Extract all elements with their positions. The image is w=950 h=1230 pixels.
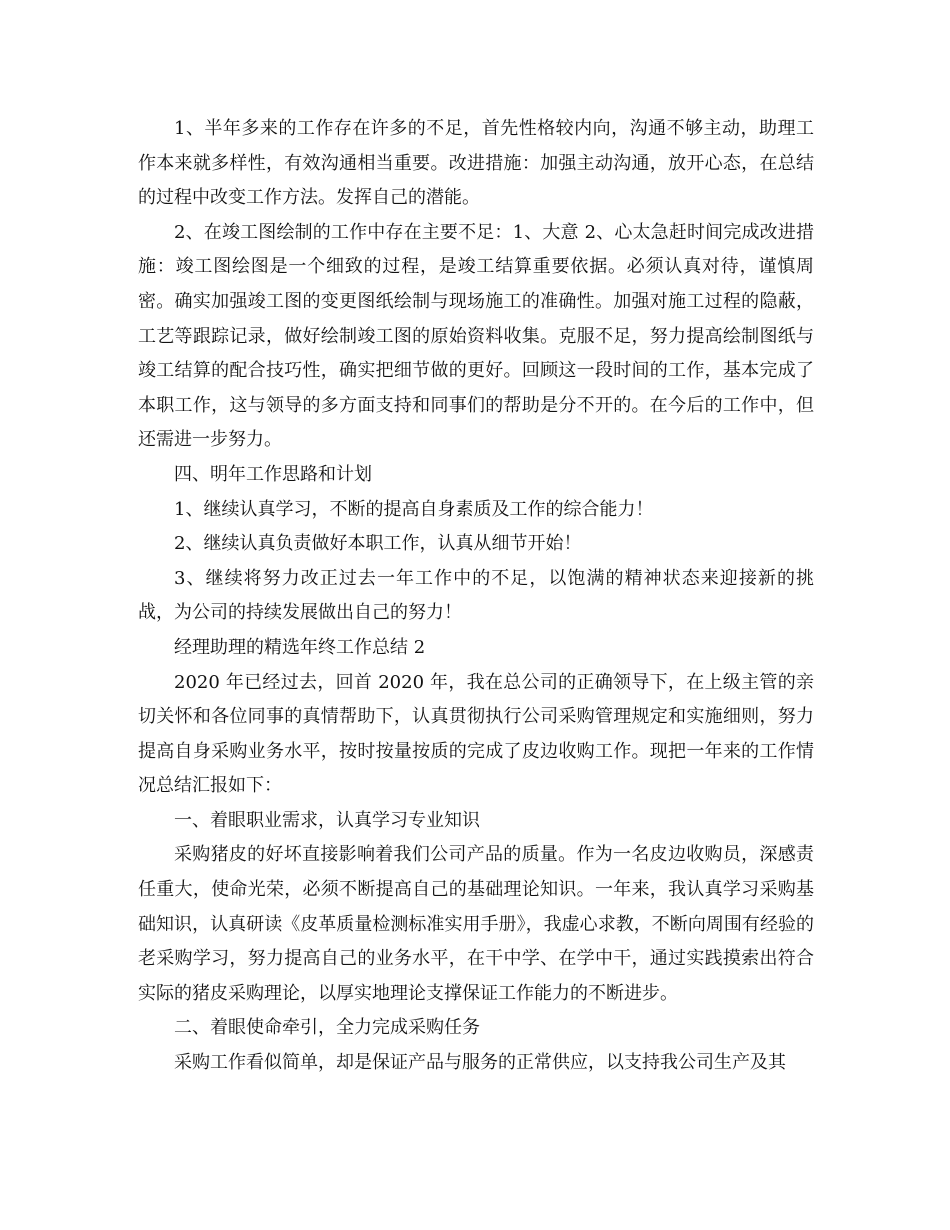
paragraph-shortcomings-2: 2、在竣工图绘制的工作中存在主要不足：1、大意 2、心太急赶时间完成改进措施：竣工图绘图是一个细致的过程，是竣工结算重要依据。必须认真对待，谨慎周密。确实加强竣工图的变更图纸绘制与现场施工的准确性。加强对施工过程的隐蔽，工艺等跟踪记录，做好绘制竣工图的原始资料收集。克服不足，努力提高绘制图纸与竣工结算的配合技巧性，确实把细节做的更好。回顾这一段时间的工作，基本完成了本职工作，这与领导的多方面支持和同事们的帮助是分不开的。在今后的工作中，但还需进一步努力。 <box>138 221 814 451</box>
section-heading-task: 二、着眼使命牵引，全力完成采购任务 <box>174 1017 480 1039</box>
plan-item-2: 2、继续认真负责做好本职工作，认真从细节开始！ <box>174 533 582 555</box>
paragraph-study: 采购猪皮的好坏直接影响着我们公司产品的质量。作为一名皮边收购员，深感责任重大，使命光荣，必须不断提高自己的基础理论知识。一年来，我认真学习采购基础知识，认真研读《皮革质量检测标准实用手册》，我虚心求教，不断向周围有经验的老采购学习，努力提高自己的业务水平，在干中学、在学中干，通过实践摸索出符合实际的猪皮采购理论，以厚实地理论支撑保证工作能力的不断进步。 <box>138 844 814 1004</box>
document-page <box>138 112 814 1081</box>
paragraph-intro-2020: 2020 年已经过去，回首 2020 年，我在总公司的正确领导下，在上级主管的亲切关怀和各位同事的真情帮助下，认真贯彻执行公司采购管理规定和实施细则，努力提高自身采购业务水平，按时按量按质的完成了皮边收购工作。现把一年来的工作情况总结汇报如下： <box>138 671 814 797</box>
paragraph-task: 采购工作看似简单，却是保证产品与服务的正常供应，以支持我公司生产及其 <box>174 1052 786 1074</box>
article-title-2: 经理助理的精选年终工作总结 2 <box>174 636 426 658</box>
paragraph-shortcomings-1: 1、半年多来的工作存在许多的不足，首先性格较内向，沟通不够主动，助理工作本来就多样性，有效沟通相当重要。改进措施：加强主动沟通，放开心态，在总结的过程中改变工作方法。发挥自己的潜能。 <box>138 118 814 209</box>
section-heading-study: 一、着眼职业需求，认真学习专业知识 <box>174 809 480 831</box>
plan-item-3: 3、继续将努力改正过去一年工作中的不足，以饱满的精神状态来迎接新的挑战，为公司的持续发展做出自己的努力！ <box>138 567 814 624</box>
plan-item-1: 1、继续认真学习，不断的提高自身素质及工作的综合能力！ <box>174 498 654 520</box>
section-heading-plan: 四、明年工作思路和计划 <box>174 463 372 485</box>
